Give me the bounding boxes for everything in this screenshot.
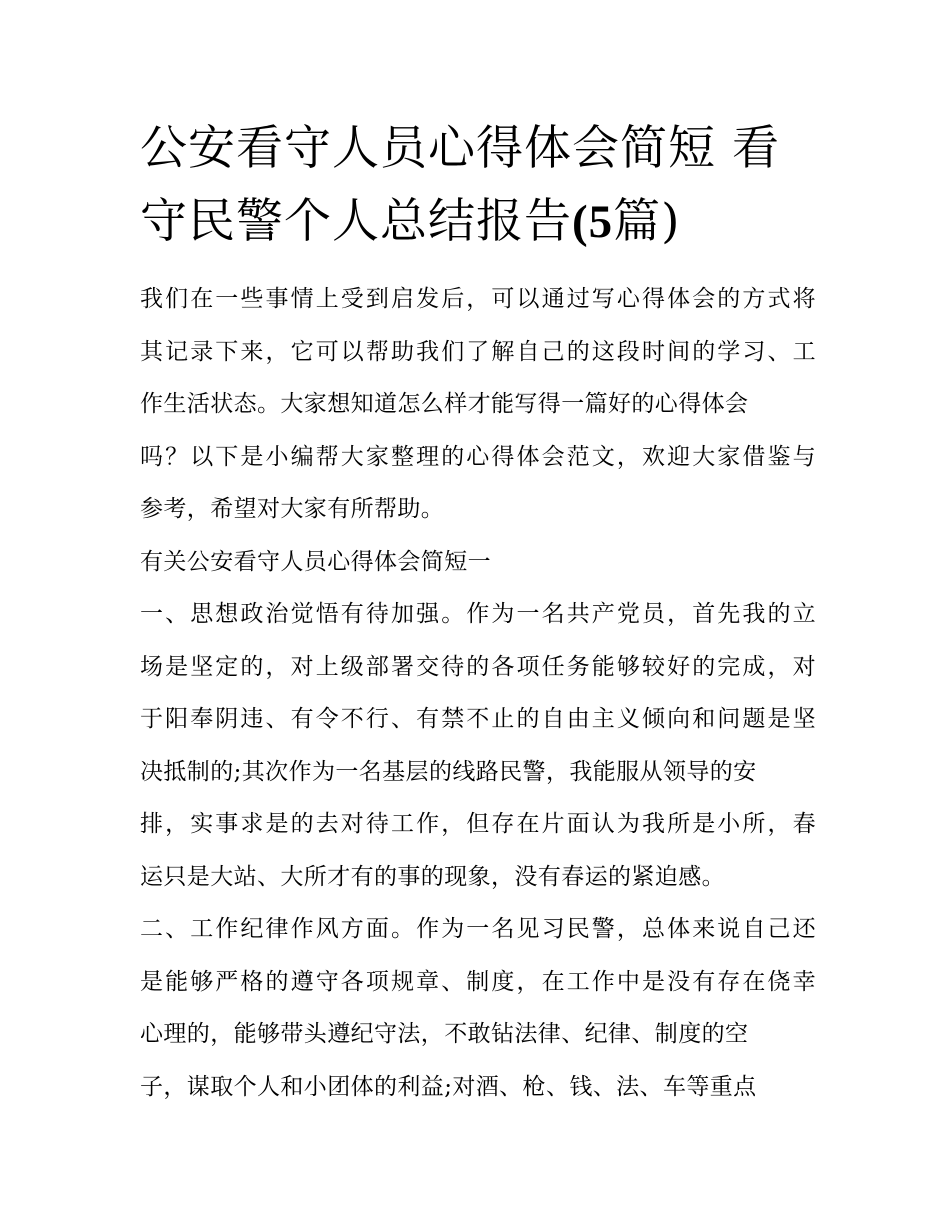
title-line-2 [140, 185, 816, 259]
title-line-2-text: 守民警个人总结报告 [140, 194, 572, 249]
body-line: 参考，希望对大家有所帮助。 [140, 496, 445, 522]
body-line: 于阳奉阴违、有令不行、有禁不止的自由主义倾向和问题是坚 [140, 706, 816, 732]
body-line: 吗？以下是小编帮大家整理的心得体会范文，欢迎大家借鉴与 [140, 443, 816, 470]
body-line: 子，谋取个人和小团体的利益;对酒、枪、钱、法、车等重点 [140, 1073, 757, 1100]
document-content [140, 112, 816, 1113]
title-count-unit: 篇) [613, 194, 681, 249]
body-line: 其记录下来，它可以帮助我们了解自己的这段时间的学习、工 [140, 338, 816, 365]
title-count: (5 [572, 196, 614, 248]
body-line: 是能够严格的遵守各项规章、制度，在工作中是没有存在侥幸 [140, 968, 816, 995]
document-body [140, 273, 816, 1113]
body-line: 心理的，能够带头遵纪守法，不敢钻法律、纪律、制度的空 [140, 1021, 749, 1047]
body-line: 一、思想政治觉悟有待加强。作为一名共产党员，首先我的立 [140, 601, 816, 627]
body-line: 作生活状态。大家想知道怎么样才能写得一篇好的心得体会 [140, 391, 749, 417]
body-line: 场是坚定的，对上级部署交待的各项任务能够较好的完成，对 [140, 653, 816, 680]
body-line: 运只是大站、大所才有的事的现象，没有春运的紧迫感。 [140, 863, 725, 890]
body-line: 排，实事求是的去对待工作，但存在片面认为我所是小所，春 [140, 811, 816, 837]
document-title [140, 112, 816, 259]
body-line: 我们在一些事情上受到启发后，可以通过写心得体会的方式将 [140, 286, 816, 312]
body-line: 决抵制的;其次作为一名基层的线路民警，我能服从领导的安 [140, 758, 757, 785]
body-line: 二、工作纪律作风方面。作为一名见习民警，总体来说自己还 [140, 916, 816, 942]
section-heading: 有关公安看守人员心得体会简短一 [140, 548, 491, 575]
title-line-1: 公安看守人员心得体会简短 看 [140, 121, 780, 176]
